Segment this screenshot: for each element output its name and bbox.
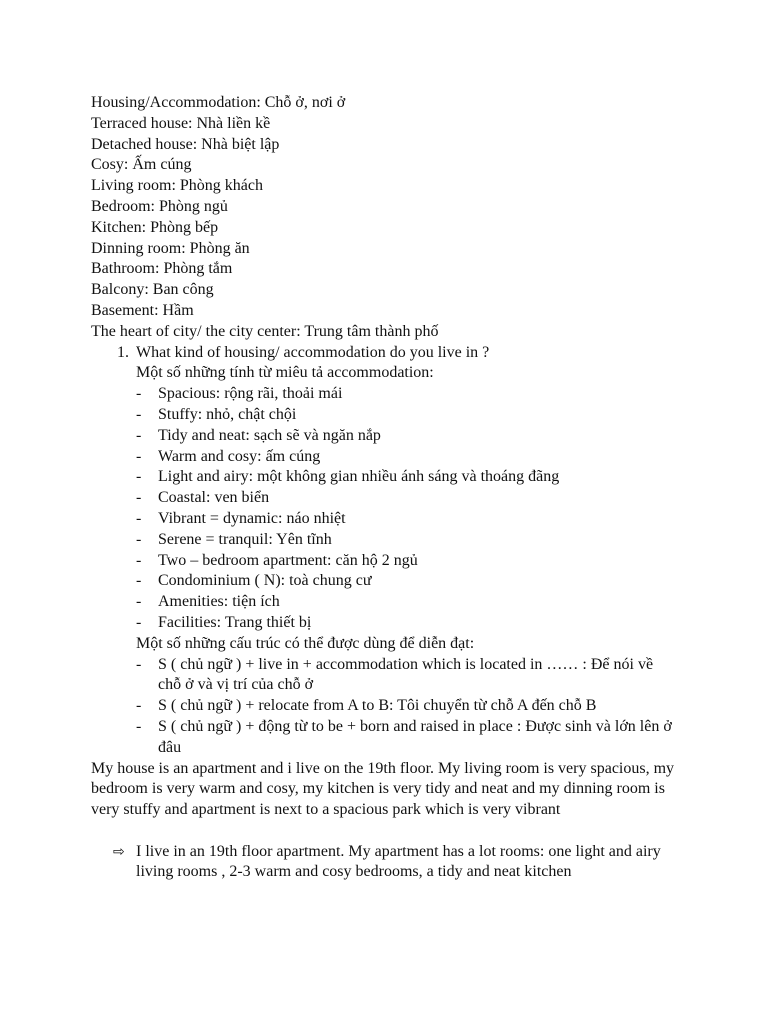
vocab-line: Cosy: Ấm cúng	[91, 156, 192, 174]
document-content	[91, 93, 691, 883]
list-item	[91, 613, 691, 634]
arrow-outline-right-icon: ⇨	[113, 843, 125, 860]
structures-heading: Một số những cấu trúc có thể được dùng để diễn đạt:	[136, 634, 475, 652]
dash-marker: -	[136, 613, 142, 631]
list-item	[91, 384, 691, 405]
vocab-line: The heart of city/ the city center: Trung tâm thành phố	[91, 322, 439, 340]
list-item-text: Light and airy: một không gian nhiều ánh sáng và thoáng đãng	[158, 468, 560, 486]
list-item	[91, 447, 691, 468]
adjectives-heading: Một số những tính từ miêu tả accommodation:	[136, 364, 434, 382]
list-item	[91, 488, 691, 509]
list-item	[91, 655, 691, 697]
list-item-text: Condominium ( N): toà chung cư	[158, 572, 372, 590]
list-item	[91, 467, 691, 488]
dash-marker: -	[136, 697, 142, 715]
vocab-line: Housing/Accommodation: Chỗ ở, nơi ở	[91, 94, 346, 111]
dash-marker: -	[136, 426, 142, 444]
list-item	[91, 530, 691, 551]
dash-marker: -	[136, 405, 142, 423]
dash-marker: -	[136, 551, 142, 569]
vocab-line: Bedroom: Phòng ngủ	[91, 197, 228, 215]
list-item-text: Spacious: rộng rãi, thoải mái	[158, 385, 343, 403]
dash-marker: -	[136, 593, 142, 611]
list-item-text: Vibrant = dynamic: náo nhiệt	[158, 509, 346, 527]
vocab-line: Bathroom: Phòng tắm	[91, 260, 233, 278]
adjectives-list	[91, 384, 691, 634]
list-item-text: Facilities: Trang thiết bị	[158, 613, 312, 631]
list-item	[91, 717, 691, 759]
dash-marker: -	[136, 530, 142, 548]
dash-marker: -	[136, 489, 142, 507]
blank-line	[91, 821, 691, 842]
list-item	[91, 509, 691, 530]
list-item-text: S ( chủ ngữ ) + động từ to be + born and raised in place : Được sinh và lớn lên ở đâu	[158, 717, 672, 756]
vocab-line: Kitchen: Phòng bếp	[91, 218, 219, 236]
list-item-text: Stuffy: nhỏ, chật chội	[158, 405, 297, 423]
dash-marker: -	[136, 572, 142, 590]
structures-list	[91, 655, 691, 759]
question-item	[91, 343, 691, 364]
vocab-line: Dinning room: Phòng ăn	[91, 239, 250, 257]
list-item	[91, 571, 691, 592]
question-number: 1.	[117, 343, 129, 361]
vocab-line: Detached house: Nhà biệt lập	[91, 135, 280, 153]
list-item-text: Warm and cosy: ấm cúng	[158, 447, 321, 465]
list-item	[91, 405, 691, 426]
list-item-text: Serene = tranquil: Yên tĩnh	[158, 530, 332, 548]
dash-marker: -	[136, 385, 142, 403]
vocab-line: Balcony: Ban công	[91, 281, 214, 299]
question-text: What kind of housing/ accommodation do you live in ?	[136, 343, 490, 361]
vocab-list	[91, 93, 691, 343]
answer-text: I live in an 19th floor apartment. My apartment has a lot rooms: one light and airy living rooms , 2-3 warm and cosy bedrooms, a tidy and neat kitchen	[136, 842, 661, 881]
dash-marker: -	[136, 447, 142, 465]
list-item	[91, 551, 691, 572]
list-item-text: Tidy and neat: sạch sẽ và ngăn nắp	[158, 426, 381, 444]
list-item-text: Amenities: tiện ích	[158, 593, 280, 611]
list-item-text: S ( chủ ngữ ) + relocate from A to B: Tôi chuyển từ chỗ A đến chỗ B	[158, 697, 597, 715]
dash-marker: -	[136, 655, 142, 673]
list-item-text: S ( chủ ngữ ) + live in + accommodation which is located in …… : Để nói về chỗ ở và vị trí của chỗ ở	[158, 655, 654, 694]
vocab-line: Basement: Hầm	[91, 301, 194, 319]
body-paragraph: My house is an apartment and i live on the 19th floor. My living room is very spacious, my bedroom is very warm and cosy, my kitchen is very tidy and neat and my dinning room is very stuffy and apartment is next to a spacious park which is very vibrant	[91, 759, 675, 819]
dash-marker: -	[136, 509, 142, 527]
dash-marker: -	[136, 717, 142, 735]
list-item-text: Two – bedroom apartment: căn hộ 2 ngủ	[158, 551, 418, 569]
list-item	[91, 592, 691, 613]
vocab-line: Terraced house: Nhà liền kề	[91, 114, 271, 132]
list-item-text: Coastal: ven biển	[158, 489, 270, 507]
list-item	[91, 426, 691, 447]
vocab-line: Living room: Phòng khách	[91, 177, 263, 195]
dash-marker: -	[136, 468, 142, 486]
list-item	[91, 696, 691, 717]
answer-item	[91, 842, 691, 884]
